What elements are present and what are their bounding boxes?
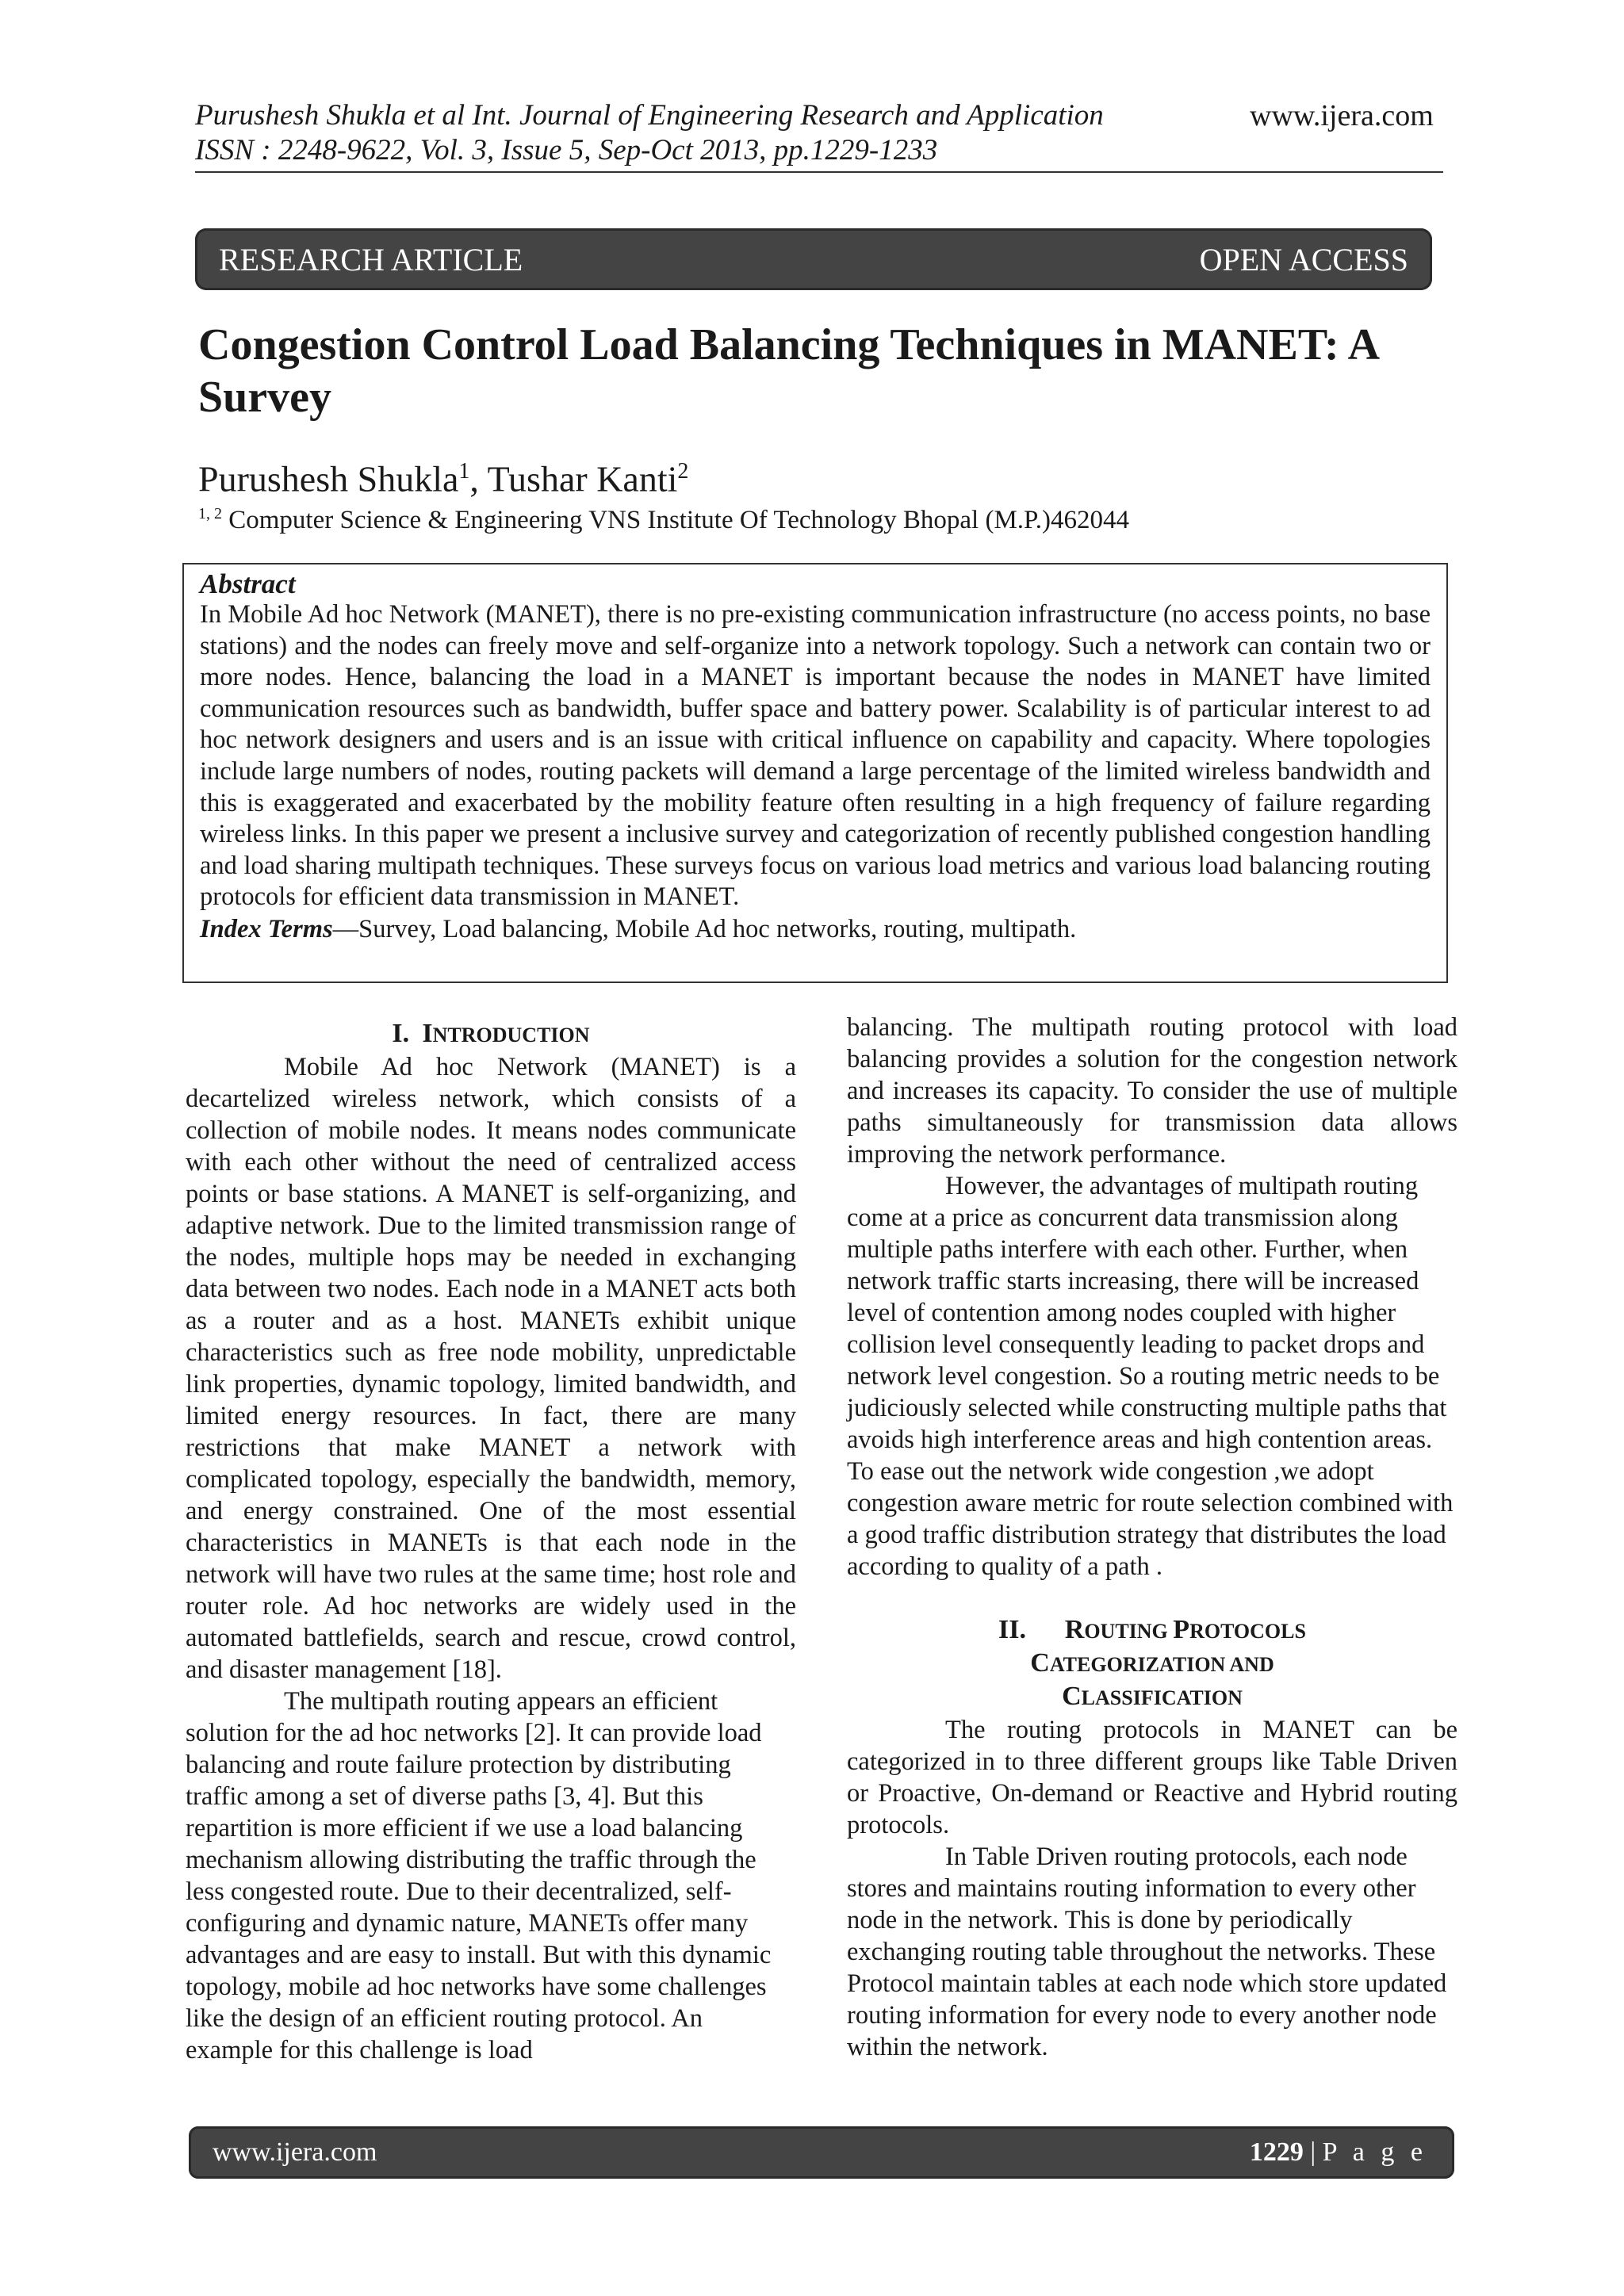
routing-paragraph-1: The routing protocols in MANET can be categorized in to three different groups like Table Driven or Proactive, On-demand or Reactive and Hybrid routing protocols. — [847, 1716, 1457, 1839]
research-article-label: RESEARCH ARTICLE — [219, 242, 523, 277]
section-2-heading-line-1 — [847, 1614, 1457, 1647]
section-1-title: NTRODUCTION — [432, 1024, 590, 1047]
section-1-number: I. — [392, 1019, 410, 1048]
affiliation — [198, 498, 1129, 536]
intro-paragraph-2: The multipath routing appears an efficient solution for the ad hoc networks [2]. It can provide load balancing and route failure protection by distributing traffic among a set of diverse paths [3, 4]. But this repartition is more efficient if we use a load balancing mechanism allowing distributing the traffic through the less congested route. Due to their decentralized, self-configuring and dynamic nature, MANETs offer many advantages and are easy to install. But with this dynamic topology, mobile ad hoc networks have some challenges like the design of an efficient routing protocol. An example for this challenge is load — [186, 1687, 772, 2064]
left-column — [186, 1018, 796, 2066]
index-terms — [200, 913, 1431, 945]
authors — [198, 450, 688, 500]
section-2-heading-line-3 — [847, 1681, 1457, 1714]
abstract-heading: Abstract — [200, 568, 296, 599]
section-2-word-rotocols: ROTOCOLS — [1189, 1620, 1306, 1643]
article-type-banner — [195, 228, 1432, 290]
page-number: 1229 — [1249, 2137, 1304, 2167]
intro-continuation: balancing. The multipath routing protocol with load balancing provides a solution for the congestion network and increases its capacity. To consider the use of multiple paths simultaneously for transmission data allows improving the network performance. — [847, 1013, 1457, 1169]
author-2-sup: 2 — [677, 459, 689, 484]
author-2: Tushar Kanti — [487, 458, 678, 499]
section-2-heading-line-2 — [847, 1647, 1457, 1681]
footer-website: www.ijera.com — [213, 2137, 377, 2167]
paper-title: Congestion Control Load Balancing Techniques in MANET: A Survey — [198, 320, 1377, 422]
author-separator: , — [469, 458, 488, 499]
section-1-heading — [186, 1018, 796, 1051]
intro-paragraph-1: Mobile Ad hoc Network (MANET) is a decartelized wireless network, which consists of a collection of mobile nodes. It means nodes communicate with each other without the need of centralized access points or base stations. A MANET is self-organizing, and adaptive network. Due to the limited transmission range of the nodes, multiple hops may be needed in exchanging data between two nodes. Each node in a MANET acts both as a router and as a host. MANETs exhibit unique characteristics such as free node mobility, unpredictable link properties, dynamic topology, limited bandwidth, and limited energy resources. In fact, there are many restrictions that make MANET a network with complicated topology, especially the bandwidth, memory, and energy constrained. One of the most essential characteristics in MANETs is that each node in the network will have two rules at the same time; host role and router role. Ad hoc networks are widely used in the automated battlefields, search and rescue, crowd control, and disaster management [18]. — [186, 1053, 796, 1684]
section-2-number: II. — [998, 1615, 1026, 1644]
abstract-text: In Mobile Ad hoc Network (MANET), there is no pre-existing communication infrastructure (no access points, no base stations) and the nodes can freely move and self-organize into a network topology. Such a network can contain two or more nodes. Hence, balancing the load in a MANET is important because the nodes in MANET have limited communication resources such as bandwidth, buffer space and battery power. Scalability is of particular interest to ad hoc network designers and users and is an issue with critical influence on capability and capacity. Where topologies include large numbers of nodes, routing packets will demand a large percentage of the limited wireless bandwidth and this is exaggerated and exacerbated by the mobility feature often resulting in a high frequency of failure regarding wireless links. In this paper we present a inclusive survey and categorization of recently published congestion handling and load sharing multipath techniques. These surveys focus on various load metrics and various load balancing routing protocols for efficient data transmission in MANET. — [200, 600, 1431, 912]
section-2-initial-c1: C — [1030, 1648, 1050, 1678]
right-column — [847, 1012, 1457, 2063]
section-2-word-outing: OUTING — [1084, 1620, 1174, 1643]
author-1: Purushesh Shukla — [198, 458, 459, 499]
section-2-initial-r: R — [1064, 1615, 1085, 1644]
header-website: www.ijera.com — [1250, 99, 1434, 132]
author-1-sup: 1 — [458, 459, 470, 484]
index-terms-text: —Survey, Load balancing, Mobile Ad hoc networks, routing, multipath. — [332, 914, 1077, 943]
page-label: P a g e — [1322, 2137, 1427, 2167]
routing-paragraph-2: In Table Driven routing protocols, each node stores and maintains routing information to every other node in the network. This is done by periodically exchanging routing table throughout the networks. These Protocol maintain tables at each node which store updated routing information for every node to every another node within the network. — [847, 1843, 1447, 2061]
header-rule — [195, 171, 1443, 173]
section-2-word-lassification: LASSIFICATION — [1081, 1686, 1243, 1709]
intro-paragraph-3: However, the advantages of multipath routing come at a price as concurrent data transmission along multiple paths interfere with each other. Further, when network traffic starts increasing, there will be increased level of contention among nodes coupled with higher collision level consequently leading to packet drops and network level congestion. So a routing metric needs to be judiciously selected while constructing multiple paths that avoids high interference areas and high contention areas. To ease out the network wide congestion ,we adopt congestion aware metric for route selection combined with a good traffic distribution strategy that distributes the load according to quality of a path . — [847, 1172, 1454, 1581]
index-terms-label: Index Terms — [200, 914, 333, 943]
page-footer — [189, 2126, 1454, 2179]
affiliation-text: Computer Science & Engineering VNS Institute Of Technology Bhopal (M.P.)462044 — [222, 506, 1129, 534]
journal-citation: Purushesh Shukla et al Int. Journal of Engineering Research and Application — [195, 99, 1104, 132]
section-2-initial-c2: C — [1062, 1682, 1082, 1711]
section-gap — [847, 1582, 1457, 1614]
section-2-heading — [847, 1614, 1457, 1714]
page-indicator — [1250, 2137, 1427, 2168]
abstract-box — [182, 563, 1448, 983]
section-2-word-ategorization: ATEGORIZATION AND — [1049, 1653, 1274, 1676]
section-2-initial-p: P — [1173, 1615, 1190, 1644]
affiliation-sup: 1, 2 — [198, 505, 222, 522]
journal-issn: ISSN : 2248-9622, Vol. 3, Issue 5, Sep-Oct 2013, pp.1229-1233 — [195, 134, 938, 166]
section-1-initial: I — [422, 1019, 433, 1048]
page-separator: | — [1303, 2137, 1323, 2167]
open-access-label: OPEN ACCESS — [1199, 242, 1408, 277]
